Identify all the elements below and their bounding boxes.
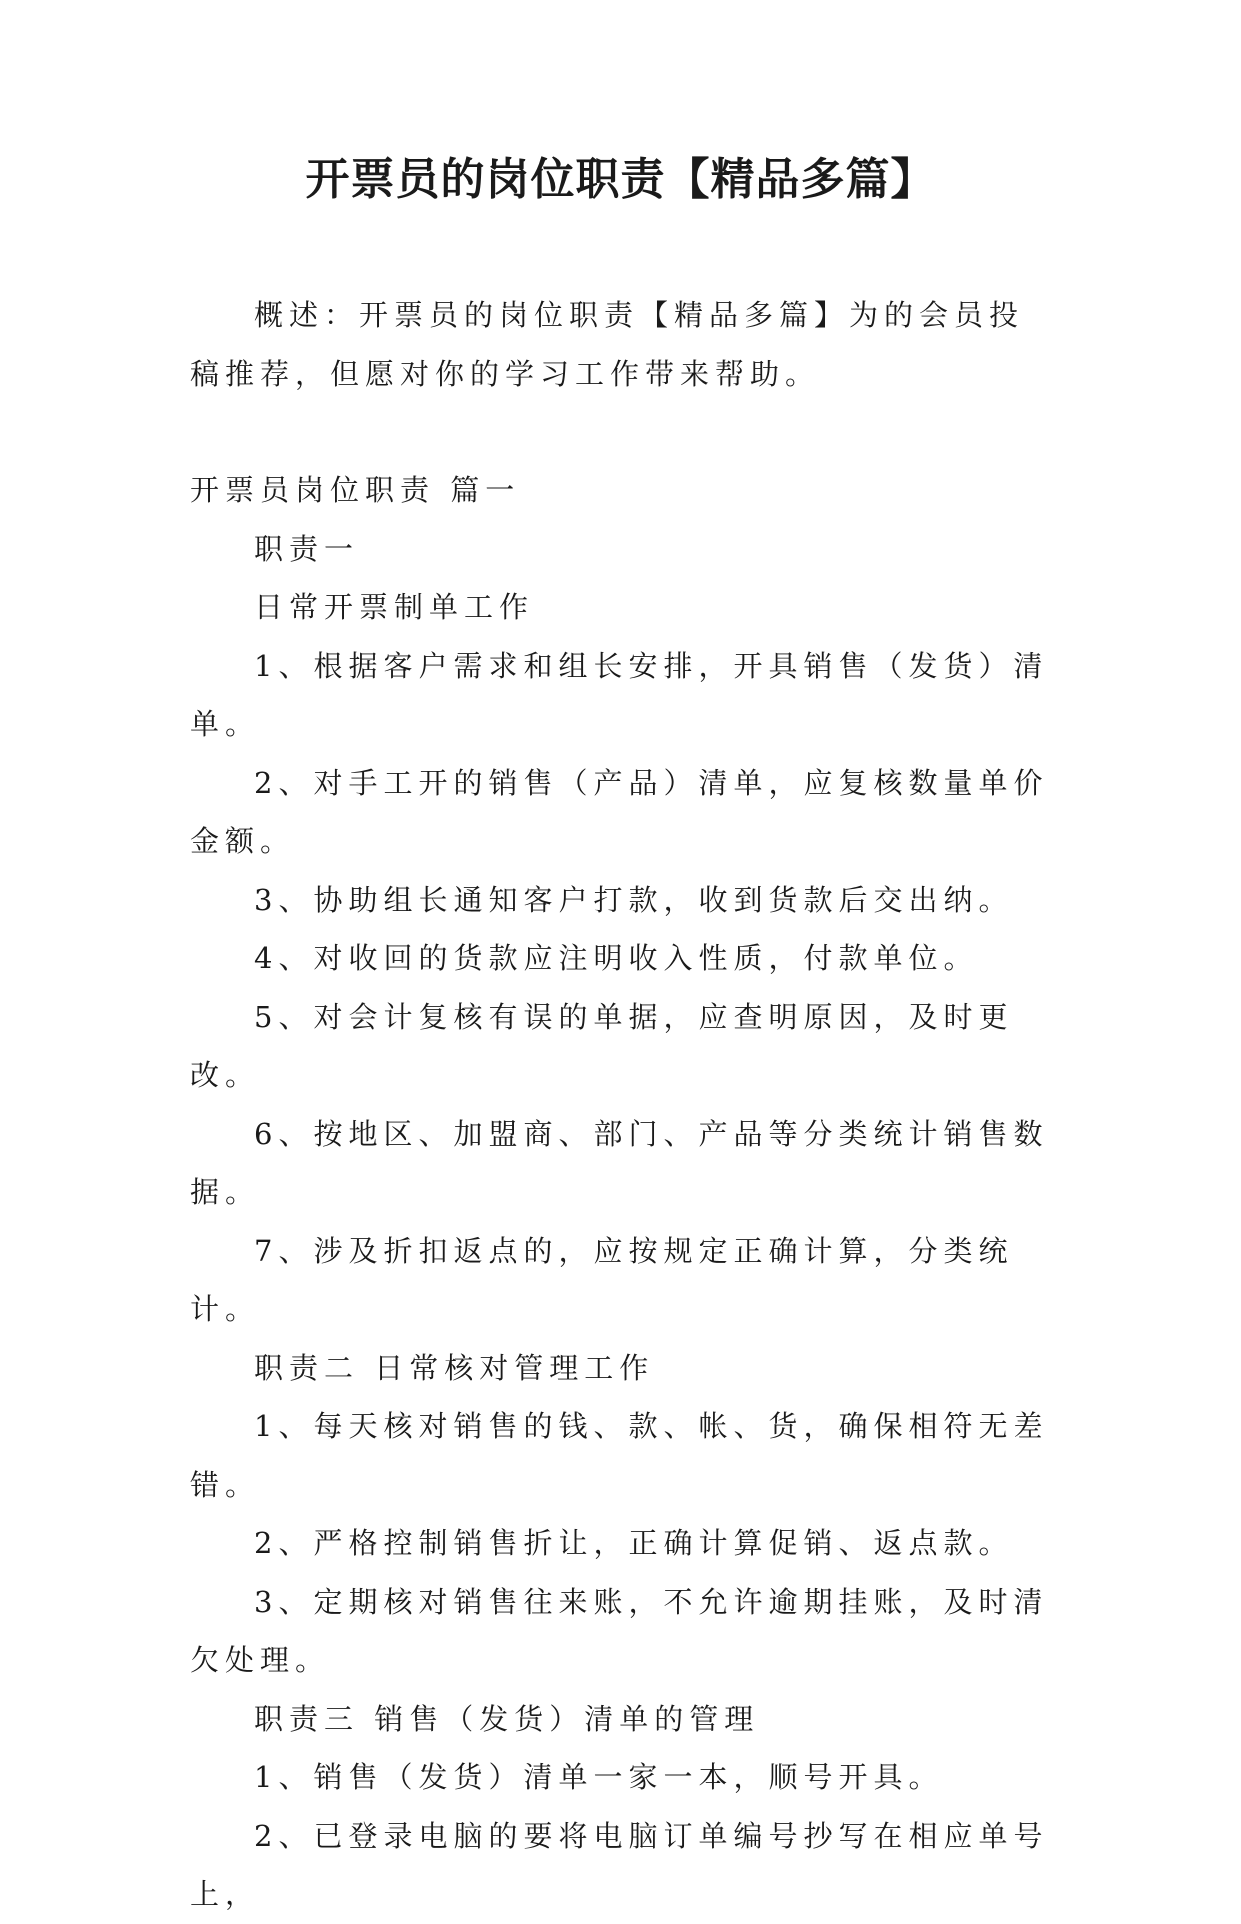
list-item: 2、严格控制销售折让，正确计算促销、返点款。 xyxy=(254,1526,1014,1560)
list-item: 5、对会计复核有误的单据，应查明原因，及时更改。 xyxy=(190,999,1014,1092)
list-item: 3、定期核对销售往来账，不允许逾期挂账，及时清欠处理。 xyxy=(190,1584,1049,1677)
document-title: 开票员的岗位职责【精品多篇】 xyxy=(305,154,936,205)
list-item: 1、销售（发货）清单一家一本，顺号开具。 xyxy=(254,1760,944,1794)
list-item: 1、每天核对销售的钱、款、帐、货，确保相符无差错。 xyxy=(190,1409,1049,1502)
section-heading: 开票员岗位职责 篇一 xyxy=(190,473,521,507)
list-item: 1、根据客户需求和组长安排，开具销售（发货）清单。 xyxy=(190,648,1049,741)
duty-subheading: 日常开票制单工作 xyxy=(254,590,535,624)
duty-heading: 职责一 xyxy=(254,531,360,566)
list-item: 6、按地区、加盟商、部门、产品等分类统计销售数据。 xyxy=(190,1116,1049,1209)
duty-heading: 职责三 销售（发货）清单的管理 xyxy=(254,1701,760,1736)
list-item: 2、已登录电脑的要将电脑订单编号抄写在相应单号上， xyxy=(190,1818,1049,1911)
list-item: 4、对收回的货款应注明收入性质，付款单位。 xyxy=(254,941,979,975)
summary-paragraph: 概述：开票员的岗位职责【精品多篇】为的会员投稿推荐，但愿对你的学习工作带来帮助。 xyxy=(190,298,1025,391)
list-item: 3、协助组长通知客户打款，收到货款后交出纳。 xyxy=(254,882,1014,917)
list-item: 2、对手工开的销售（产品）清单，应复核数量单价金额。 xyxy=(190,765,1049,858)
list-item: 7、涉及折扣返点的，应按规定正确计算，分类统计。 xyxy=(190,1233,1014,1326)
duty-heading: 职责二 日常核对管理工作 xyxy=(254,1350,655,1385)
document-body xyxy=(190,286,1050,1924)
